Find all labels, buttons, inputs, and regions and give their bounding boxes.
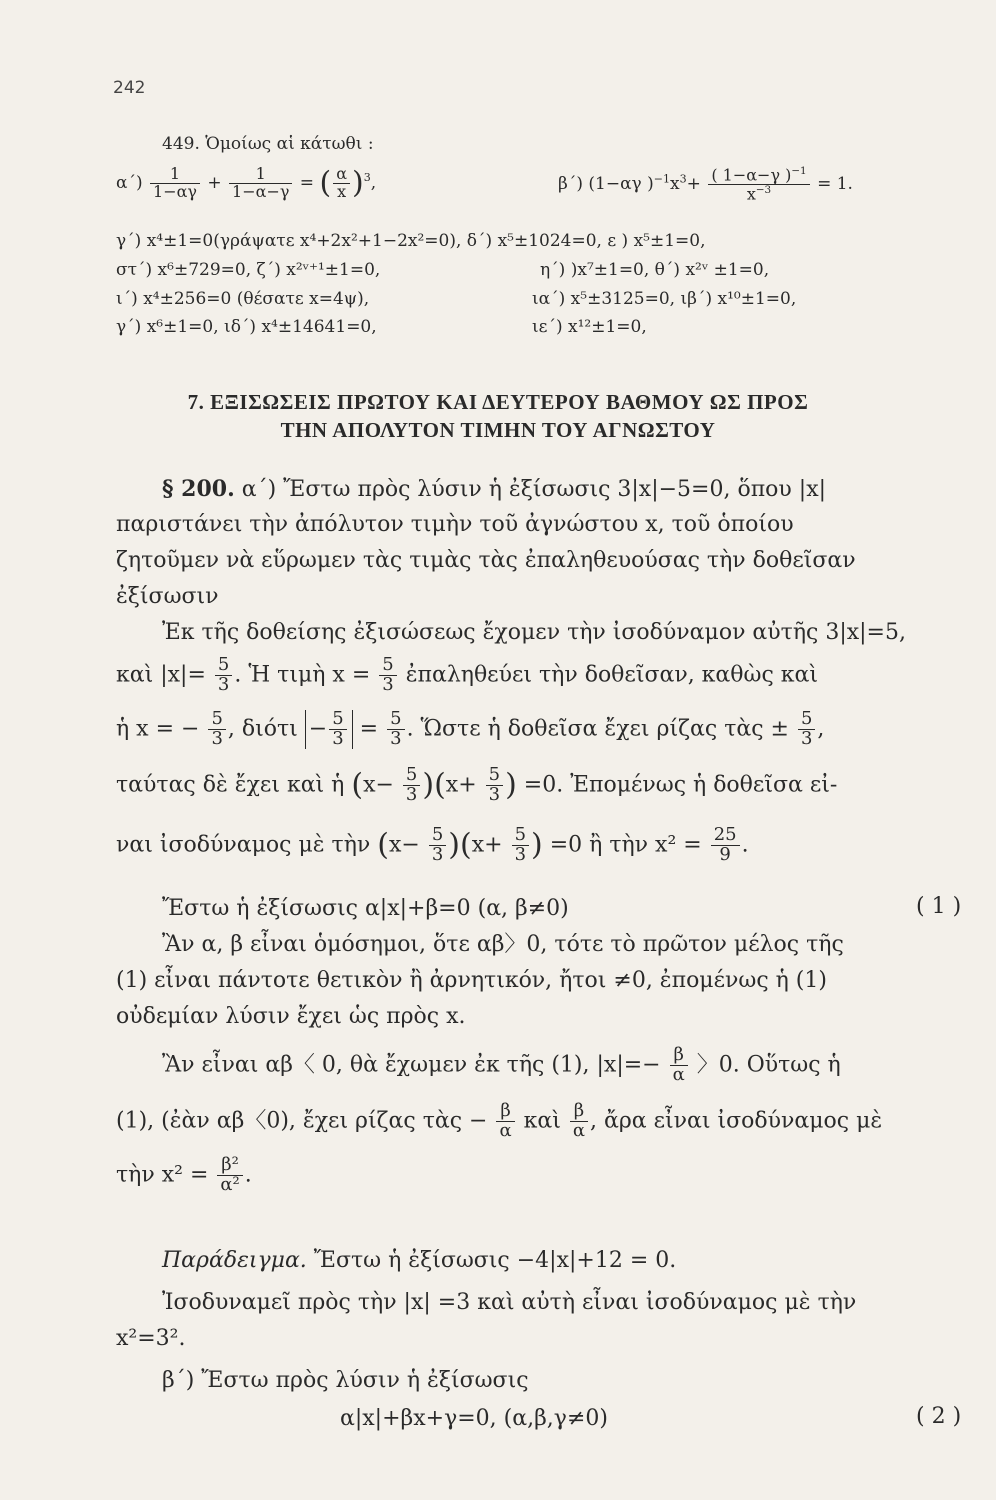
- paragraph-line: ζητοῦμεν νὰ εὕρωμεν τὰς τιμὰς τὰς ἐπαληθευούσας τὴν δοθεῖσαν: [116, 548, 856, 573]
- section-number: § 200.: [162, 476, 235, 502]
- exercise-a: α΄) $\frac{1}{1-\alpha\gamma}$ + $\frac{1}{1-\alpha-\gamma}$ = ( $\frac{\alpha}{x}$ )$^3$,: [116, 164, 377, 201]
- section-heading-line1: 7. ΕΞΙΣΩΣΕΙΣ ΠΡΩΤΟΥ ΚΑΙ ΔΕΥΤΕΡΟΥ ΒΑΘΜΟΥ ΩΣ ΠΡΟΣ: [187, 390, 809, 414]
- paragraph-line: § 200. α΄) Ἔστω πρὸς λύσιν ἡ ἐξίσωσις 3|x|−5=0, ὅπου |x|: [162, 476, 827, 502]
- fraction: $\frac{\text{β²}}{\text{α²}}$: [217, 1156, 242, 1195]
- absolute-value: − $\frac{5}{3}$: [305, 710, 353, 749]
- paragraph-line: (1), (ἐὰν αβ〈0), ἔχει ρίζας τὰς − $\frac{\beta}{\alpha}$ καὶ $\frac{\beta}{\alpha}$ , ἄρα εἶναι ἰσοδύναμος μὲ: [116, 1100, 883, 1141]
- paragraph-line: ἡ x = − $\frac{5}{3}$ , διότι − $\frac{5}{3}$ = $\frac{5}{3}$ . Ὥστε ἡ δοθεῖσα ἔχει ρίζας τὰς ± $\frac{5}{3}$ ,: [116, 708, 825, 749]
- fraction: $\frac{1}{1-\alpha\gamma}$: [150, 166, 200, 201]
- equation-line: α|x|+βx+γ=0, (α,β,γ≠0): [340, 1406, 608, 1431]
- exercise-row: ιε΄) x¹²±1=0,: [532, 317, 647, 337]
- exercise-row: ι΄) x⁴±256=0 (θέσατε x=4ψ),: [116, 289, 370, 309]
- fraction: $\frac{1}{1-\alpha-\gamma}$: [229, 166, 292, 201]
- exercise-row: η΄) )x⁷±1=0, θ΄) x²ᵛ ±1=0,: [540, 260, 770, 280]
- paragraph-line: παριστάνει τὴν ἀπόλυτον τιμὴν τοῦ ἀγνώστου x, τοῦ ὁποίου: [116, 512, 794, 537]
- example-label: Παράδειγμα.: [162, 1248, 307, 1273]
- exercise-row: γ΄) x⁴±1=0(γράψατε x⁴+2x²+1−2x²=0), δ΄) x⁵±1024=0, ε ) x⁵±1=0,: [116, 231, 706, 251]
- fraction: $\frac{5}{3}$: [387, 710, 404, 749]
- paragraph-line: Ἂν εἶναι αβ〈 0, θὰ ἔχωμεν ἐκ τῆς (1), |x|=− $\frac{\beta}{\alpha}$ 〉0. Οὕτως ἡ: [162, 1044, 841, 1085]
- paragraph-line: Ἂν α, β εἶναι ὁμόσημοι, ὅτε αβ〉0, τότε τὸ πρῶτον μέλος τῆς: [162, 932, 844, 957]
- paragraph-line: x²=3².: [116, 1326, 186, 1351]
- fraction: $\frac{5}{3}$: [403, 766, 420, 805]
- fraction: $\frac{( 1-\alpha-\gamma )^{-1}}{x^{-3}}$: [708, 166, 809, 203]
- paragraph-line: Ἐκ τῆς δοθείσης ἐξισώσεως ἔχομεν τὴν ἰσοδύναμον αὐτῆς 3|x|=5,: [162, 620, 906, 645]
- exercise-row: γ΄) x⁶±1=0, ιδ΄) x⁴±14641=0,: [116, 317, 377, 337]
- fraction: $\frac{\beta}{\alpha}$: [496, 1102, 514, 1141]
- fraction: $\frac{5}{3}$: [208, 710, 225, 749]
- exercise-b: β΄) (1−αγ )$^{-1}x^3+$ $\frac{( 1-\alpha-\gamma )^{-1}}{x^{-3}}$ = 1.: [558, 165, 853, 204]
- fraction: $\frac{5}{3}$: [429, 826, 446, 865]
- paragraph-line: Ἰσοδυναμεῖ πρὸς τὴν |x| =3 καὶ αὐτὴ εἶναι ἰσοδύναμος μὲ τὴν: [162, 1290, 857, 1315]
- fraction: $\frac{5}{3}$: [329, 710, 346, 749]
- paragraph-line: ταύτας δὲ ἔχει καὶ ἡ (x− $\frac{5}{3}$ )(x+ $\frac{5}{3}$ ) =0. Ἐπομένως ἡ δοθεῖσα εἰ-: [116, 764, 838, 805]
- exercise-title: 449. Ὁμοίως αἱ κάτωθι :: [162, 134, 374, 154]
- equation-number: ( 2 ): [916, 1404, 962, 1429]
- exercise-a-label: α΄): [116, 172, 143, 193]
- page-number: 242: [113, 78, 146, 98]
- fraction: $\frac{5}{3}$: [215, 656, 232, 695]
- equation-number: ( 1 ): [916, 894, 962, 919]
- paragraph-line: ναι ἰσοδύναμος μὲ τὴν (x− $\frac{5}{3}$ )(x+ $\frac{5}{3}$ ) =0 ἢ τὴν x² = $\frac{25}{9}$ .: [116, 824, 749, 865]
- paragraph-line: τὴν x² = $\frac{\text{β²}}{\text{α²}}$ .: [116, 1154, 252, 1195]
- fraction: $\frac{5}{3}$: [379, 656, 396, 695]
- fraction: $\frac{5}{3}$: [798, 710, 815, 749]
- fraction: $\frac{25}{9}$: [711, 826, 740, 865]
- section-heading-line2: ΤΗΝ ΑΠΟΛΥΤΟΝ ΤΙΜΗΝ ΤΟΥ ΑΓΝΩΣΤΟΥ: [280, 418, 716, 442]
- fraction: $\frac{\beta}{\alpha}$: [570, 1102, 588, 1141]
- fraction: $\frac{5}{3}$: [486, 766, 503, 805]
- paragraph-line: β΄) Ἔστω πρὸς λύσιν ἡ ἐξίσωσις: [162, 1368, 529, 1393]
- paragraph-line: ἐξίσωσιν: [116, 584, 219, 609]
- paragraph-line: Ἔστω ἡ ἐξίσωσις α|x|+β=0 (α, β≠0): [162, 896, 569, 921]
- fraction: $\frac{\alpha}{x}$: [333, 166, 350, 201]
- paragraph-line: (1) εἶναι πάντοτε θετικὸν ἢ ἀρνητικόν, ἤτοι ≠0, ἐπομένως ἡ (1): [116, 968, 827, 993]
- exercise-row: στ΄) x⁶±729=0, ζ΄) x²ᵛ⁺¹±1=0,: [116, 260, 381, 280]
- fraction: $\frac{\beta}{\alpha}$: [670, 1046, 688, 1085]
- example-line: Παράδειγμα. Ἔστω ἡ ἐξίσωσις −4|x|+12 = 0.: [162, 1248, 677, 1273]
- paragraph-line: καὶ |x|= $\frac{5}{3}$ . Ἡ τιμὴ x = $\frac{5}{3}$ ἐπαληθεύει τὴν δοθεῖσαν, καθὼς καὶ: [116, 654, 819, 695]
- exercise-row: ια΄) x⁵±3125=0, ιβ΄) x¹⁰±1=0,: [532, 289, 797, 309]
- paragraph-line: οὐδεμίαν λύσιν ἔχει ὡς πρὸς x.: [116, 1004, 466, 1029]
- fraction: $\frac{5}{3}$: [512, 826, 529, 865]
